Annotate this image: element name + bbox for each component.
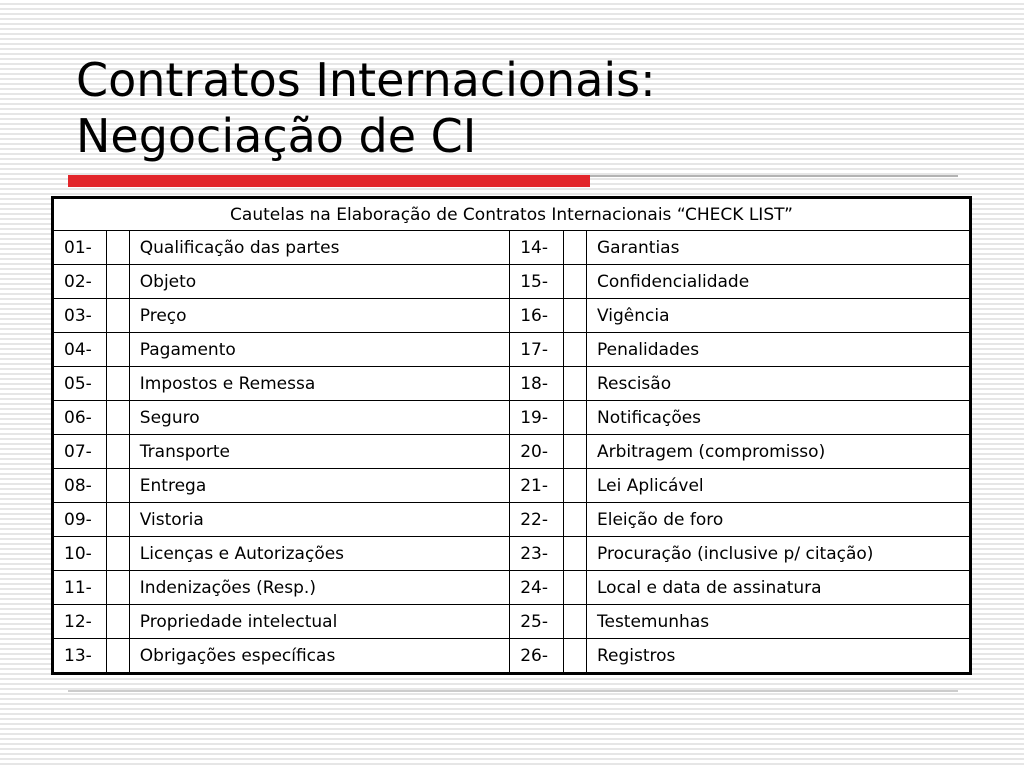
item-number: 02- — [53, 265, 107, 299]
checkbox-cell — [563, 469, 586, 503]
checkbox-cell — [106, 435, 129, 469]
item-label: Pagamento — [129, 333, 509, 367]
checkbox-cell — [106, 571, 129, 605]
table-row — [53, 231, 971, 265]
checkbox-cell — [106, 401, 129, 435]
item-number: 14- — [510, 231, 564, 265]
item-label: Qualificação das partes — [129, 231, 509, 265]
item-number: 19- — [510, 401, 564, 435]
checklist-header-row — [53, 198, 971, 231]
item-number: 09- — [53, 503, 107, 537]
item-label: Registros — [587, 639, 971, 674]
checkbox-cell — [106, 333, 129, 367]
checkbox-cell — [563, 333, 586, 367]
item-label: Vistoria — [129, 503, 509, 537]
title-underline-grey — [590, 175, 958, 177]
table-row — [53, 469, 971, 503]
item-number: 16- — [510, 299, 564, 333]
item-number: 23- — [510, 537, 564, 571]
checkbox-cell — [563, 435, 586, 469]
table-row — [53, 571, 971, 605]
checkbox-cell — [563, 605, 586, 639]
item-label: Obrigações específicas — [129, 639, 509, 674]
item-number: 17- — [510, 333, 564, 367]
item-label: Notificações — [587, 401, 971, 435]
table-row — [53, 265, 971, 299]
item-number: 07- — [53, 435, 107, 469]
item-number: 18- — [510, 367, 564, 401]
item-label: Eleição de foro — [587, 503, 971, 537]
item-label: Transporte — [129, 435, 509, 469]
item-label: Local e data de assinatura — [587, 571, 971, 605]
item-label: Objeto — [129, 265, 509, 299]
item-number: 06- — [53, 401, 107, 435]
item-number: 13- — [53, 639, 107, 674]
item-label: Indenizações (Resp.) — [129, 571, 509, 605]
item-label: Preço — [129, 299, 509, 333]
table-row — [53, 503, 971, 537]
table-row — [53, 333, 971, 367]
item-label: Procuração (inclusive p/ citação) — [587, 537, 971, 571]
item-label: Lei Aplicável — [587, 469, 971, 503]
checkbox-cell — [563, 367, 586, 401]
item-number: 11- — [53, 571, 107, 605]
item-number: 04- — [53, 333, 107, 367]
item-label: Licenças e Autorizações — [129, 537, 509, 571]
checkbox-cell — [563, 537, 586, 571]
checkbox-cell — [563, 401, 586, 435]
item-label: Garantias — [587, 231, 971, 265]
table-row — [53, 299, 971, 333]
item-number: 24- — [510, 571, 564, 605]
slide-title-line-1: Contratos Internacionais: — [76, 53, 656, 107]
item-number: 12- — [53, 605, 107, 639]
slide-title — [76, 52, 656, 164]
checkbox-cell — [106, 231, 129, 265]
item-label: Vigência — [587, 299, 971, 333]
item-label: Rescisão — [587, 367, 971, 401]
checkbox-cell — [106, 265, 129, 299]
table-row — [53, 367, 971, 401]
slide-title-line-2: Negociação de CI — [76, 109, 477, 163]
item-label: Seguro — [129, 401, 509, 435]
item-label: Testemunhas — [587, 605, 971, 639]
item-number: 26- — [510, 639, 564, 674]
table-row — [53, 639, 971, 674]
item-number: 21- — [510, 469, 564, 503]
checklist-table — [51, 196, 972, 675]
checkbox-cell — [106, 503, 129, 537]
item-label: Arbitragem (compromisso) — [587, 435, 971, 469]
item-number: 03- — [53, 299, 107, 333]
item-label: Confidencialidade — [587, 265, 971, 299]
item-number: 10- — [53, 537, 107, 571]
item-number: 05- — [53, 367, 107, 401]
checkbox-cell — [106, 537, 129, 571]
item-number: 08- — [53, 469, 107, 503]
checkbox-cell — [106, 299, 129, 333]
table-row — [53, 605, 971, 639]
checkbox-cell — [563, 503, 586, 537]
item-number: 20- — [510, 435, 564, 469]
checkbox-cell — [563, 299, 586, 333]
checklist-body — [53, 231, 971, 674]
item-label: Penalidades — [587, 333, 971, 367]
checkbox-cell — [106, 469, 129, 503]
item-number: 22- — [510, 503, 564, 537]
checkbox-cell — [563, 231, 586, 265]
table-row — [53, 401, 971, 435]
item-label: Entrega — [129, 469, 509, 503]
table-row — [53, 435, 971, 469]
checkbox-cell — [106, 605, 129, 639]
item-number: 01- — [53, 231, 107, 265]
checklist-header: Cautelas na Elaboração de Contratos Internacionais “CHECK LIST” — [53, 198, 971, 231]
item-label: Impostos e Remessa — [129, 367, 509, 401]
item-number: 25- — [510, 605, 564, 639]
title-underline-red — [68, 175, 590, 187]
checkbox-cell — [106, 639, 129, 674]
bottom-rule — [68, 690, 958, 692]
item-label: Propriedade intelectual — [129, 605, 509, 639]
checkbox-cell — [106, 367, 129, 401]
item-number: 15- — [510, 265, 564, 299]
table-row — [53, 537, 971, 571]
checkbox-cell — [563, 265, 586, 299]
checkbox-cell — [563, 571, 586, 605]
checkbox-cell — [563, 639, 586, 674]
